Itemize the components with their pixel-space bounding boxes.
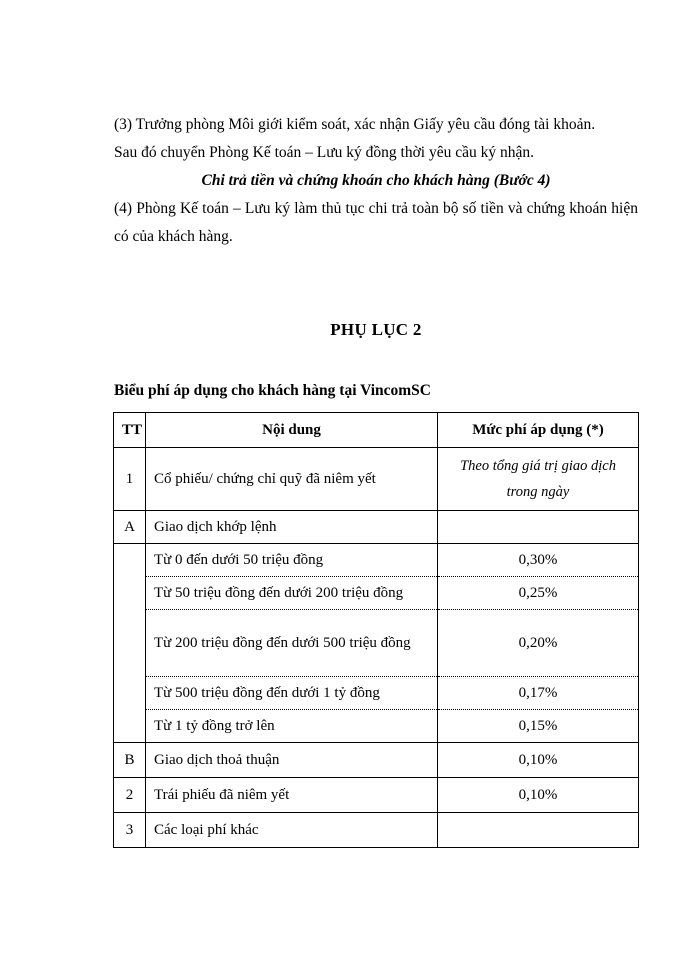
paragraph-step-3 xyxy=(114,111,638,167)
appendix-title: PHỤ LỤC 2 xyxy=(330,320,422,339)
header-fee: Mức phí áp dụng (*) xyxy=(438,413,639,448)
sub-row-1-content: Từ 0 đến dưới 50 triệu đồng xyxy=(146,544,438,577)
row-3-fee xyxy=(438,813,639,848)
table-header-row xyxy=(114,413,639,448)
row-2-tt: 2 xyxy=(114,778,146,813)
row-3-tt: 3 xyxy=(114,813,146,848)
sub-row-1-fee: 0,30% xyxy=(438,544,639,577)
table-row xyxy=(114,743,639,778)
table-row xyxy=(114,511,639,544)
sub-row-4-content: Từ 500 triệu đồng đến dưới 1 tỷ đồng xyxy=(146,677,438,710)
sub-rows-tt-blank xyxy=(114,544,146,743)
table-row xyxy=(114,448,639,511)
table-row xyxy=(114,710,639,743)
row-1-content: Cổ phiếu/ chứng chỉ quỹ đã niêm yết xyxy=(146,448,438,511)
step-4-heading: Chi trả tiền và chứng khoán cho khách hàng (Bước 4) xyxy=(201,172,551,189)
table-row xyxy=(114,577,639,610)
row-B-content: Giao dịch thoả thuận xyxy=(146,743,438,778)
row-B-tt: B xyxy=(114,743,146,778)
fee-table-title: Biểu phí áp dụng cho khách hàng tại VincomSC xyxy=(114,382,431,399)
sub-row-3-content: Từ 200 triệu đồng đến dưới 500 triệu đồng xyxy=(146,610,438,677)
table-row xyxy=(114,544,639,577)
row-2-fee: 0,10% xyxy=(438,778,639,813)
sub-row-4-fee: 0,17% xyxy=(438,677,639,710)
sub-row-5-fee: 0,15% xyxy=(438,710,639,743)
row-3-content: Các loại phí khác xyxy=(146,813,438,848)
table-row xyxy=(114,778,639,813)
row-A-fee xyxy=(438,511,639,544)
row-1-tt: 1 xyxy=(114,448,146,511)
header-tt: TT xyxy=(114,413,146,448)
table-row xyxy=(114,813,639,848)
paragraph-step-3-line-2: Sau đó chuyển Phòng Kế toán – Lưu ký đồng thời yêu cầu ký nhận. xyxy=(114,144,534,161)
sub-row-3-fee: 0,20% xyxy=(438,610,639,677)
row-1-fee: Theo tổng giá trị giao dịch trong ngày xyxy=(438,448,639,511)
fee-table xyxy=(113,412,639,848)
row-B-fee: 0,10% xyxy=(438,743,639,778)
sub-row-2-fee: 0,25% xyxy=(438,577,639,610)
table-row xyxy=(114,610,639,677)
row-2-content: Trái phiếu đã niêm yết xyxy=(146,778,438,813)
sub-row-2-content: Từ 50 triệu đồng đến dưới 200 triệu đồng xyxy=(146,577,438,610)
paragraph-step-4: (4) Phòng Kế toán – Lưu ký làm thủ tục chi trả toàn bộ số tiền và chứng khoán hiện có của khách hàng. xyxy=(114,200,638,245)
paragraph-step-3-line-1: (3) Trưởng phòng Môi giới kiểm soát, xác nhận Giấy yêu cầu đóng tài khoản. xyxy=(114,116,596,133)
header-content: Nội dung xyxy=(146,413,438,448)
sub-row-5-content: Từ 1 tỷ đồng trở lên xyxy=(146,710,438,743)
row-A-tt: A xyxy=(114,511,146,544)
table-row xyxy=(114,677,639,710)
row-A-content: Giao dịch khớp lệnh xyxy=(146,511,438,544)
